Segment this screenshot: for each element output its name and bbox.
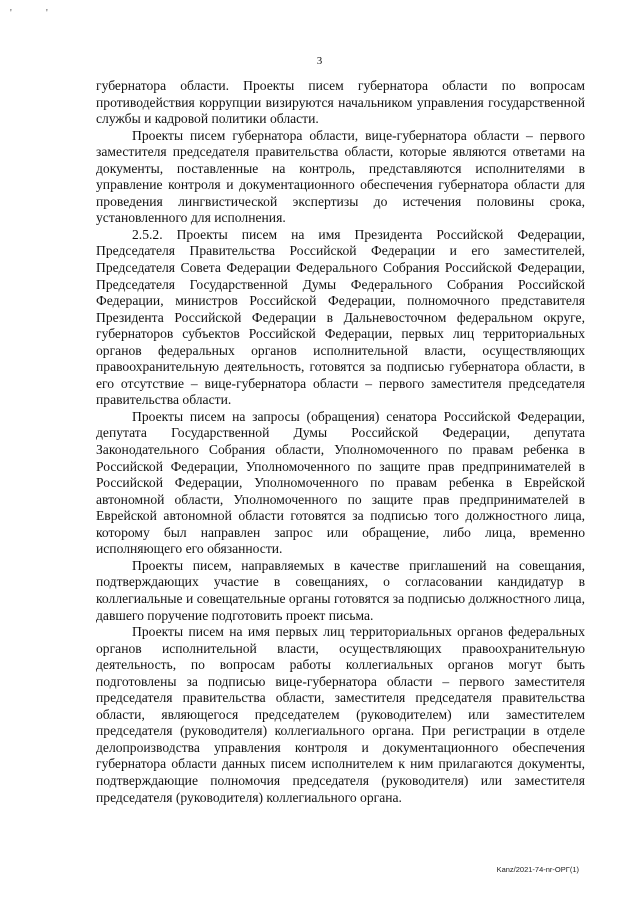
page-number: 3 xyxy=(316,55,323,67)
document-body xyxy=(96,78,585,806)
paragraph: губернатора области. Проекты писем губернатора области по вопросам противодействия коррупции визируются начальником управления государственной службы и кадровой политики области. xyxy=(96,78,585,127)
paragraph: Проекты писем, направляемых в качестве приглашений на совещания, подтверждающих участие в совещаниях, о согласовании кандидатур в коллегиальные и совещательные органы готовятся за подписью должностного лица, давшего поручение подготовить проект письма. xyxy=(96,557,585,623)
paragraph: 2.5.2. Проекты писем на имя Президента Российской Федерации, Председателя Правительства Российской Федерации и его заместителей, Председателя Совета Федерации Федерального Собрания Российской Федерации, Председателя Государственной Думы Федерального Собрания Российской Федерации, министров Российской Федерации, полномочного представителя Президента Российской Федерации в Дальневосточном федеральном округе, губернаторов субъектов Российской Федерации, первых лиц территориальных органов федеральных органов исполнительной власти, осуществляющих правоохранительную деятельность, готовятся за подписью губернатора области, в его отсутствие – вице-губернатора области – первого заместителя председателя правительства области. xyxy=(96,226,585,408)
corner-mark: ' xyxy=(46,8,48,19)
corner-mark: ' xyxy=(10,8,12,19)
paragraph: Проекты писем губернатора области, вице-губернатора области – первого заместителя председателя правительства области, которые являются ответами на документы, поставленные на контроль, представляются исполнителями в управление контроля и документационного обеспечения губернатора области для проведения лингвистической экспертизы до истечения половины срока, установленного для исполнения. xyxy=(96,127,585,226)
paragraph: Проекты писем на имя первых лиц территориальных органов федеральных органов исполнительной власти, осуществляющих правоохранительную деятельность, по вопросам работы коллегиальных органов могут быть подготовлены за подписью вице-губернатора области – первого заместителя председателя правительства области, заместителя председателя правительства области, являющегося председателем (руководителем) или заместителем председателя (руководителя) коллегиального органа. При регистрации в отделе делопроизводства управления контроля и документационного обеспечения губернатора области данных писем исполнителем к ним прилагаются документы, подтверждающие полномочия председателя (руководителя) или заместителя председателя (руководителя) коллегиального органа. xyxy=(96,624,585,805)
paragraph: Проекты писем на запросы (обращения) сенатора Российской Федерации, депутата Государственной Думы Российской Федерации, депутата Законодательного Собрания области, Уполномоченного по правам ребенка в Российской Федерации, Уполномоченного по защите прав предпринимателей в Российской Федерации, Уполномоченного по правам ребенка в Еврейской автономной области, Уполномоченного по защите прав предпринимателей в Еврейской автономной области готовятся за подписью того должностного лица, которому был направлен запрос или обращение, либо лица, временно исполняющего его обязанности. xyxy=(96,408,585,557)
document-code: Kanz/2021-74-nr-ОРГ(1) xyxy=(496,865,579,874)
